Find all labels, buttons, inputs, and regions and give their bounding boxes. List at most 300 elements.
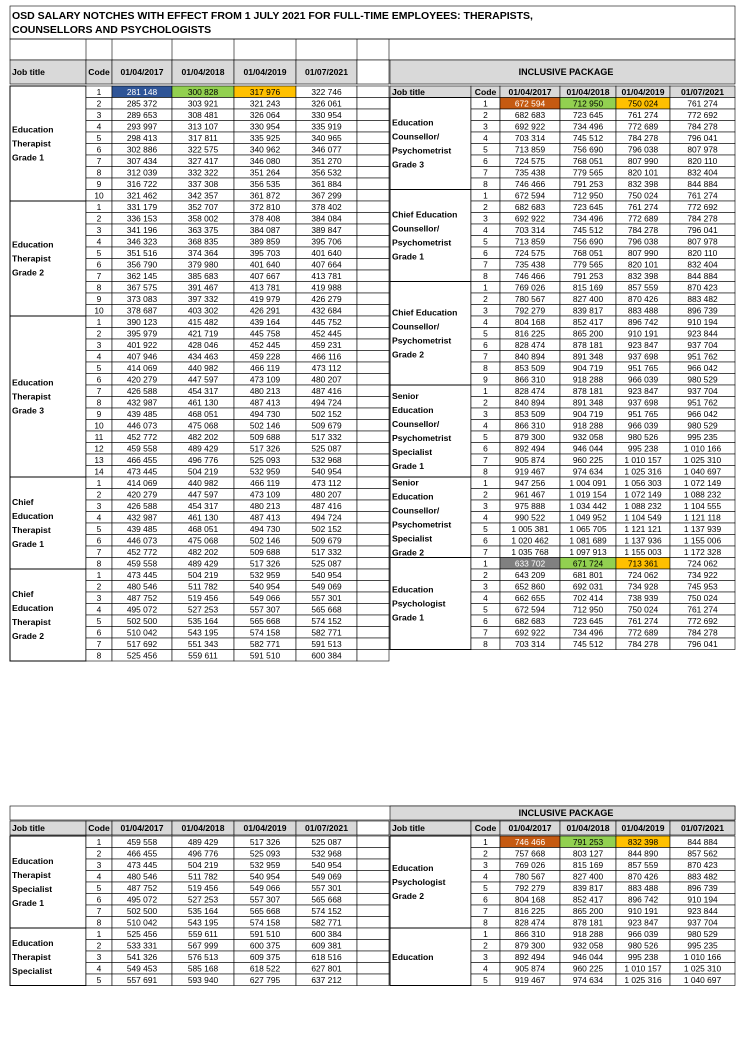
salary-value: 974 634: [572, 975, 604, 985]
salary-value: 745 512: [572, 225, 604, 235]
salary-value: 904 719: [572, 363, 604, 373]
job-title-label: Education: [12, 856, 54, 866]
salary-value: 432 987: [126, 512, 158, 523]
salary-value: 420 279: [126, 489, 158, 500]
salary-value: 828 474: [514, 386, 546, 396]
salary-value: 496 776: [187, 455, 219, 465]
salary-value: 1 065 705: [569, 524, 607, 534]
salary-value: 389 859: [249, 236, 281, 247]
salary-value: 384 087: [249, 225, 281, 235]
salary-value: 540 954: [311, 570, 342, 580]
salary-value: 473 109: [249, 489, 281, 500]
salary-value: 517 326: [249, 558, 281, 569]
salary-value: 551 343: [187, 639, 219, 649]
salary-value: 362 145: [126, 271, 158, 281]
notch-code: 2: [96, 213, 102, 224]
salary-value: 652 860: [514, 581, 546, 592]
salary-value: 870 426: [627, 871, 659, 882]
notch-code: 13: [94, 455, 104, 465]
spare-cell: [357, 500, 389, 512]
notch-code: 4: [96, 963, 102, 974]
salary-value: 346 080: [249, 156, 281, 166]
notch-code: 3: [483, 213, 488, 224]
salary-value: 870 423: [687, 282, 718, 293]
notch-code: 2: [96, 940, 102, 951]
salary-value: 565 668: [249, 616, 281, 626]
salary-value: 1 049 952: [569, 512, 607, 523]
salary-value: 565 668: [311, 894, 342, 905]
notch-code: 8: [96, 650, 102, 661]
notch-code: 14: [94, 466, 104, 477]
salary-value: 317 976: [249, 87, 281, 97]
inclusive-package-heading: INCLUSIVE PACKAGE: [518, 808, 614, 818]
salary-value: 452 445: [249, 340, 281, 350]
salary-value: 807 978: [687, 236, 718, 247]
salary-value: 796 041: [687, 639, 718, 649]
salary-value: 466 455: [126, 455, 158, 465]
salary-value: 510 042: [126, 627, 158, 638]
salary-value: 784 278: [687, 213, 718, 224]
salary-value: 420 279: [126, 374, 158, 385]
salary-value: 643 209: [514, 570, 546, 580]
notch-code: 2: [96, 98, 102, 109]
spare-cell: [357, 397, 389, 409]
salary-value: 844 890: [627, 848, 659, 859]
spare-cell: [357, 362, 389, 374]
salary-value: 896 739: [687, 883, 718, 893]
salary-value: 761 274: [687, 98, 718, 109]
job-title-label: Psychometrist: [392, 433, 452, 443]
job-title-label: Psychometrist: [392, 335, 452, 346]
salary-value: 468 051: [187, 409, 219, 419]
notch-code: 1: [483, 386, 488, 396]
salary-value: 804 168: [514, 317, 546, 327]
salary-value: 374 364: [187, 248, 219, 258]
salary-value: 466 116: [311, 351, 342, 362]
job-title-label: Education: [392, 951, 434, 962]
notch-code: 1: [96, 87, 102, 97]
salary-value: 609 381: [311, 940, 342, 951]
salary-value: 511 782: [188, 871, 218, 882]
salary-value: 1 121 121: [624, 524, 662, 534]
salary-value: 351 264: [249, 167, 281, 178]
salary-value: 585 168: [187, 963, 219, 974]
notch-code: 3: [96, 952, 102, 962]
job-title-label: Grade 3: [392, 159, 425, 170]
salary-value: 769 026: [514, 860, 546, 870]
salary-value: 878 181: [572, 386, 604, 396]
salary-value: 832 404: [687, 259, 718, 270]
notch-code: 2: [483, 570, 488, 580]
right-top-job-cell: [390, 190, 471, 282]
notch-code: 11: [94, 432, 104, 442]
salary-value: 703 314: [514, 639, 546, 649]
salary-value: 519 456: [187, 593, 219, 603]
salary-value: 866 310: [514, 420, 546, 431]
salary-value: 796 038: [627, 144, 659, 155]
salary-value: 712 950: [572, 98, 604, 109]
salary-value: 857 559: [627, 282, 659, 293]
salary-value: 487 752: [126, 883, 158, 893]
salary-value: 896 739: [687, 305, 718, 316]
salary-value: 796 038: [627, 236, 659, 247]
salary-value: 532 968: [311, 848, 342, 859]
salary-value: 397 332: [187, 294, 219, 304]
salary-value: 1 010 157: [624, 455, 662, 465]
spare-cell: [357, 592, 389, 604]
header-date: 01/04/2019: [621, 823, 665, 833]
salary-value: 340 965: [311, 133, 342, 143]
spare-cell: [357, 167, 389, 179]
salary-value: 557 307: [249, 604, 281, 615]
salary-value: 1 005 381: [511, 524, 549, 534]
salary-value: 896 742: [627, 894, 659, 905]
salary-value: 662 655: [514, 593, 546, 603]
salary-value: 591 510: [249, 929, 281, 939]
salary-value: 681 801: [572, 570, 604, 580]
job-title-label: Therapist: [12, 391, 51, 402]
salary-value: 761 274: [627, 110, 659, 120]
spare-cell: [357, 963, 389, 975]
notch-code: 2: [96, 848, 102, 859]
salary-value: 712 950: [572, 190, 604, 201]
salary-value: 761 274: [687, 604, 718, 615]
notch-code: 6: [483, 248, 488, 258]
header-job-title: Job title: [12, 67, 45, 77]
job-title-label: Senior: [392, 477, 419, 488]
salary-value: 750 024: [687, 593, 718, 603]
salary-value: 495 072: [126, 894, 158, 905]
spare-cell: [357, 224, 389, 236]
salary-value: 756 690: [572, 144, 604, 155]
salary-value: 815 169: [572, 860, 604, 870]
header-code: Code: [474, 823, 497, 833]
salary-value: 1 081 689: [569, 535, 607, 546]
salary-value: 857 559: [627, 860, 659, 870]
spare-cell: [357, 282, 389, 294]
notch-code: 5: [96, 248, 102, 258]
salary-value: 1 104 555: [683, 501, 722, 511]
notch-code: 3: [483, 409, 488, 419]
salary-value: 1 088 232: [683, 489, 722, 500]
salary-value: 883 482: [687, 871, 718, 882]
notch-code: 5: [96, 975, 102, 985]
spare-cell: [357, 905, 389, 917]
salary-value: 446 073: [126, 535, 158, 546]
notch-code: 1: [483, 478, 488, 488]
salary-value: 840 894: [514, 351, 546, 362]
salary-value: 504 219: [187, 466, 219, 477]
notch-code: 10: [94, 190, 104, 201]
salary-value: 495 072: [126, 604, 158, 615]
salary-value: 1 137 936: [624, 535, 662, 546]
notch-code: 6: [483, 443, 488, 454]
salary-value: 502 146: [249, 420, 281, 431]
salary-value: 791 253: [572, 837, 604, 847]
notch-code: 4: [96, 351, 102, 362]
salary-value: 337 308: [187, 179, 219, 189]
salary-value: 791 253: [572, 271, 604, 281]
salary-value: 502 146: [249, 535, 281, 546]
salary-value: 1 025 316: [624, 975, 662, 985]
salary-value: 379 980: [187, 259, 219, 270]
salary-value: 426 291: [249, 305, 281, 316]
salary-value: 910 191: [627, 906, 659, 916]
left-top-job-cell: [10, 477, 86, 569]
header-date: 01/04/2017: [120, 823, 164, 833]
salary-value: 827 400: [572, 294, 604, 304]
salary-value: 549 069: [311, 871, 342, 882]
spare-cell: [357, 213, 389, 225]
left-top-job-cell: [10, 569, 86, 661]
salary-value: 535 164: [187, 616, 219, 626]
salary-value: 480 546: [126, 871, 158, 882]
notch-code: 6: [483, 156, 488, 166]
notch-code: 2: [483, 940, 488, 951]
salary-value: 489 429: [187, 558, 219, 569]
notch-code: 8: [483, 363, 488, 373]
salary-value: 865 200: [572, 906, 604, 916]
salary-value: 487 416: [311, 386, 342, 396]
notch-code: 3: [483, 581, 488, 592]
salary-value: 980 529: [687, 374, 718, 385]
job-title-label: Chief: [12, 497, 34, 507]
notch-code: 4: [483, 133, 488, 143]
salary-value: 1 025 310: [683, 455, 722, 465]
notch-code: 9: [483, 374, 488, 385]
salary-value: 466 455: [126, 848, 158, 859]
salary-value: 807 990: [627, 156, 659, 166]
notch-code: 5: [483, 236, 488, 247]
salary-value: 807 990: [627, 248, 659, 258]
notch-code: 7: [96, 156, 102, 166]
notch-code: 2: [483, 202, 488, 212]
salary-value: 804 168: [514, 894, 546, 905]
salary-value: 803 127: [572, 848, 604, 859]
salary-value: 574 158: [249, 627, 281, 638]
header-code: Code: [474, 86, 497, 97]
salary-value: 784 278: [687, 627, 718, 638]
salary-value: 780 567: [514, 294, 546, 304]
header-date: 01/07/2021: [680, 823, 725, 833]
salary-value: 923 847: [627, 386, 659, 396]
salary-value: 525 087: [311, 837, 342, 847]
salary-value: 549 069: [311, 581, 342, 592]
notch-code: 5: [483, 432, 488, 442]
spare-cell: [357, 247, 389, 259]
job-title-label: Therapist: [12, 617, 51, 627]
spare-cell: [357, 121, 389, 133]
salary-value: 321 462: [126, 190, 158, 201]
salary-value: 892 494: [514, 952, 546, 962]
notch-code: 5: [96, 616, 102, 626]
notch-code: 2: [483, 294, 488, 304]
salary-value: 828 474: [514, 917, 546, 928]
salary-value: 815 169: [572, 282, 604, 293]
salary-value: 519 456: [187, 883, 219, 893]
salary-value: 768 051: [572, 248, 604, 258]
salary-value: 951 762: [687, 351, 718, 362]
salary-value: 549 066: [249, 883, 281, 893]
salary-value: 779 565: [572, 167, 604, 178]
salary-value: 494 724: [311, 397, 342, 408]
salary-value: 995 235: [687, 432, 718, 442]
salary-value: 480 213: [249, 501, 281, 511]
spare-cell: [357, 316, 389, 328]
salary-value: 459 558: [126, 837, 158, 847]
salary-value: 832 398: [627, 271, 659, 281]
header-date: 01/04/2018: [566, 86, 610, 97]
spare-cell: [357, 339, 389, 351]
salary-value: 870 423: [687, 860, 718, 870]
notch-code: 6: [483, 340, 488, 350]
header-date: 01/07/2021: [304, 67, 349, 77]
notch-code: 3: [483, 305, 488, 316]
salary-value: 840 894: [514, 397, 546, 408]
header-date: 01/04/2018: [181, 823, 225, 833]
salary-value: 844 884: [687, 271, 718, 281]
salary-value: 312 039: [126, 167, 158, 178]
notch-code: 5: [483, 604, 488, 615]
salary-value: 735 438: [514, 167, 546, 178]
salary-value: 1 137 939: [683, 524, 722, 534]
salary-value: 772 692: [687, 110, 718, 120]
salary-value: 428 046: [187, 340, 219, 350]
spare-cell: [357, 871, 389, 883]
notch-code: 4: [96, 236, 102, 247]
salary-value: 600 384: [311, 929, 342, 939]
job-title-label: Specialist: [392, 533, 433, 544]
salary-value: 384 084: [311, 213, 342, 224]
salary-value: 540 954: [311, 466, 342, 477]
spare-cell: [357, 420, 389, 432]
salary-value: 487 416: [311, 501, 342, 511]
salary-value: 745 512: [572, 639, 604, 649]
salary-value: 335 925: [249, 133, 281, 143]
notch-code: 1: [96, 202, 102, 212]
spare-cell: [357, 848, 389, 860]
salary-value: 452 772: [126, 432, 158, 442]
salary-value: 532 959: [249, 466, 281, 477]
notch-code: 8: [96, 397, 102, 408]
salary-value: 951 765: [627, 363, 659, 373]
salary-value: 682 683: [514, 202, 546, 212]
job-title-label: Specialist: [12, 965, 53, 976]
salary-value: 487 752: [126, 593, 158, 603]
salary-value: 368 835: [187, 236, 219, 247]
salary-value: 1 040 697: [683, 466, 722, 477]
job-title-label: Education: [12, 124, 54, 135]
salary-value: 724 575: [514, 156, 546, 166]
notch-code: 1: [483, 558, 488, 569]
salary-value: 910 194: [687, 894, 718, 905]
salary-value: 525 087: [311, 558, 342, 569]
salary-value: 772 692: [687, 616, 718, 626]
spare-cell: [357, 894, 389, 906]
salary-value: 557 301: [311, 593, 342, 603]
salary-value: 487 413: [249, 512, 281, 523]
salary-value: 525 093: [249, 455, 281, 465]
spare-cell: [357, 859, 389, 871]
salary-value: 853 509: [514, 363, 546, 373]
job-title-label: Grade 2: [392, 891, 425, 901]
salary-value: 723 645: [572, 110, 604, 120]
salary-value: 1 072 149: [624, 489, 662, 500]
notch-code: 1: [483, 837, 488, 847]
header-job-title: Job title: [392, 86, 425, 97]
header-date: 01/04/2017: [508, 823, 552, 833]
spare-cell: [357, 443, 389, 455]
salary-value: 574 152: [311, 906, 342, 916]
salary-value: 905 874: [514, 963, 546, 974]
notch-code: 6: [96, 627, 102, 638]
notch-code: 1: [96, 929, 102, 939]
spare-cell: [357, 940, 389, 952]
salary-value: 361 884: [311, 179, 342, 189]
salary-value: 723 645: [572, 616, 604, 626]
salary-value: 692 922: [514, 213, 546, 224]
salary-value: 504 219: [187, 570, 219, 580]
salary-value: 308 481: [187, 110, 219, 120]
job-title-label: Grade 1: [12, 539, 45, 549]
salary-value: 618 522: [249, 963, 281, 974]
notch-code: 7: [483, 627, 488, 638]
notch-code: 1: [96, 317, 102, 327]
header-date: 01/04/2017: [508, 86, 552, 97]
salary-value: 525 087: [311, 443, 342, 454]
salary-value: 351 270: [311, 156, 342, 166]
salary-value: 317 811: [188, 133, 218, 143]
salary-value: 565 668: [311, 604, 342, 615]
salary-value: 738 939: [627, 593, 659, 603]
salary-value: 878 181: [572, 340, 604, 350]
salary-value: 966 042: [687, 363, 718, 373]
salary-value: 378 687: [126, 305, 158, 316]
spare-cell: [357, 385, 389, 397]
salary-value: 336 153: [126, 213, 158, 224]
salary-value: 600 384: [311, 650, 342, 661]
salary-value: 832 404: [687, 167, 718, 178]
salary-value: 600 375: [249, 940, 281, 951]
document-title: OSD SALARY NOTCHES WITH EFFECT FROM 1 JULY 2021 FOR FULL-TIME EMPLOYEES: THERAPISTS, COUNSELLORS AND PSYCHOLOGISTS: [12, 10, 533, 36]
notch-code: 6: [483, 616, 488, 626]
salary-value: 432 684: [311, 305, 342, 316]
salary-value: 445 758: [249, 328, 281, 339]
salary-value: 527 253: [187, 894, 219, 905]
spare-cell: [357, 305, 389, 317]
salary-value: 784 278: [687, 121, 718, 132]
notch-code: 5: [96, 883, 102, 893]
salary-value: 761 274: [627, 202, 659, 212]
salary-value: 432 987: [126, 397, 158, 408]
salary-value: 390 123: [126, 317, 158, 327]
salary-value: 923 847: [627, 917, 659, 928]
salary-value: 713 361: [627, 558, 659, 569]
salary-value: 593 940: [187, 975, 219, 985]
job-title-label: Grade 1: [12, 898, 45, 908]
job-title-label: Therapist: [12, 525, 51, 535]
salary-value: 682 683: [514, 616, 546, 626]
header-date: 01/07/2021: [680, 86, 725, 97]
job-title-label: Grade 1: [392, 461, 425, 471]
salary-value: 466 119: [250, 363, 280, 373]
salary-value: 582 771: [311, 627, 342, 638]
notch-code: 5: [96, 133, 102, 143]
salary-value: 439 485: [126, 409, 158, 419]
title-frame: [10, 6, 735, 39]
job-title-label: Therapist: [12, 870, 51, 880]
spare-cell: [357, 98, 389, 110]
